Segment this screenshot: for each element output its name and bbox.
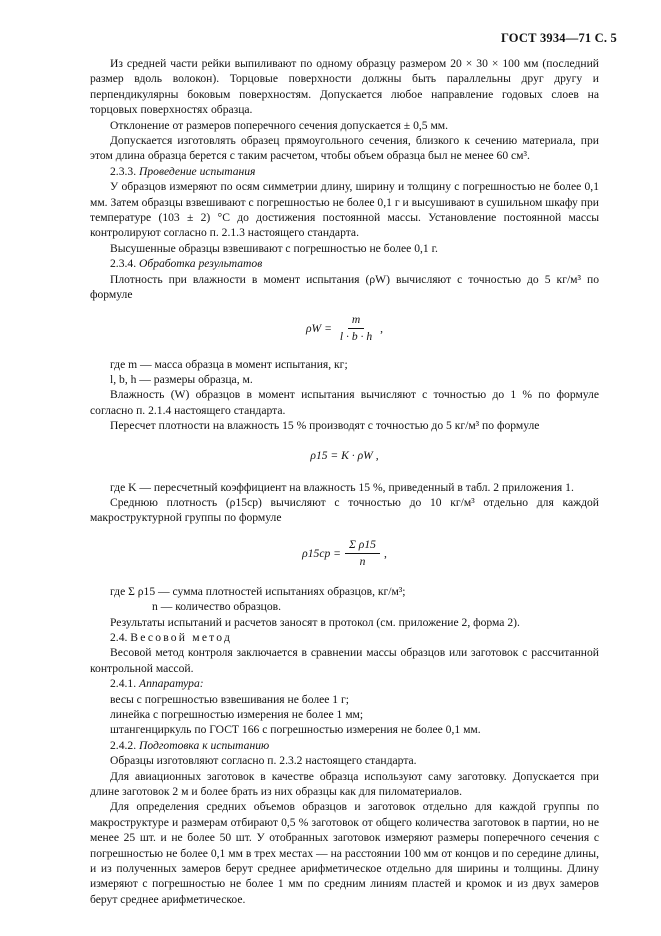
formula-density-15 <box>90 440 599 472</box>
section-number: 2.4. <box>110 630 128 644</box>
section-title: Подготовка к испытанию <box>139 738 270 752</box>
paragraph: Для определения средних объемов образцов и заготовок отдельно для каждой группы по макроструктуре и размерам отбирают 0,5 % заготовок от общего количества заготовок в партии, но не менее 25 шт. и не более 50 шт. У отобранных заготовок измеряют размеры поперечного сечения с погрешностью не более 0,1 мм в трех местах — на расстоянии 100 мм от концов и по середине длины, и из полученных замеров берут среднее арифметическое отдельно для ширины и толщины. Длину измеряют с погрешностью не более 1 мм по средним линиям пластей и кромок и из двух замеров берут среднее арифметическое. <box>90 800 599 906</box>
equipment-item: весы с погрешностью взвешивания не более 1 г; <box>110 692 349 706</box>
equipment-item: линейка с погрешностью измерения не более 1 мм; <box>110 708 364 721</box>
paragraph: Отклонение от размеров поперечного сечения допускается ± 0,5 мм. <box>110 118 449 132</box>
paragraph: Влажность (W) образцов в момент испытания вычисляют с точностью до 1 % по формуле согласно п. 2.1.4 настоящего стандарта. <box>90 388 599 417</box>
section-heading-2-3-4 <box>90 256 599 271</box>
formula-text: ρ15 = K · ρW , <box>310 448 379 462</box>
section-number: 2.3.3. <box>110 164 137 178</box>
definition-line: где K — пересчетный коэффициент на влажность 15 %, приведенный в табл. 2 приложения 1. <box>110 480 574 494</box>
paragraph: У образцов измеряют по осям симметрии длину, ширину и толщину с погрешностью не более 0,1 мм. Затем образцы взвешивают с погрешностью не более 0,1 г и высушивают в сушильном шкафу при температуре (103 ± 2) °С до достижения постоянной массы. Установление постоянной массы контролируют согласно п. 2.1.3 настоящего стандарта. <box>90 180 599 240</box>
fraction-numerator: Σ ρ15 <box>345 538 380 554</box>
paragraph: Плотность при влажности в момент испытания (ρW) вычисляют с точностью до 5 кг/м³ по формуле <box>90 272 599 302</box>
fraction-denominator: n <box>359 555 366 569</box>
formula-lhs: ρW = <box>305 321 332 335</box>
definition-line: где m — масса образца в момент испытания, кг; <box>110 357 348 371</box>
definition-line: l, b, h — размеры образца, м. <box>110 372 253 386</box>
section-title: Весовой метод <box>130 630 233 644</box>
section-heading-2-3-3 <box>90 164 599 179</box>
formula-density-w <box>90 309 599 349</box>
formula-tail: , <box>383 547 387 561</box>
paragraph: Для авиационных заготовок в качестве образца используют саму заготовку. Допускается при длине заготовок 2 м и более брать из них образцы как для пиломатериалов. <box>90 769 599 799</box>
document-body <box>90 56 599 907</box>
section-title: Проведение испытания <box>139 164 256 178</box>
fraction <box>345 538 380 569</box>
page-header: ГОСТ 3934—71 С. 5 <box>500 31 617 45</box>
section-heading-2-4-2 <box>90 738 599 753</box>
paragraph: Из средней части рейки выпиливают по одному образцу размером 20 × 30 × 100 мм (последний размер вдоль волокон). Торцовые поверхности должны быть параллельны друг другу и перпендикулярны боковым поверхностям. Допускается любое направление годовых слоев на торцовых поверхностях образца. <box>90 57 599 117</box>
paragraph: Допускается изготовлять образец прямоугольного сечения, близкого к сечению материала, при этом длина образца берется с таким расчетом, чтобы объем образца был не менее 60 см³. <box>90 134 599 163</box>
section-title: Аппаратура: <box>139 677 204 691</box>
formula-lhs: ρ15ср = <box>302 547 341 561</box>
formula-mean-density <box>90 532 599 576</box>
section-heading-2-4 <box>90 630 599 645</box>
fraction <box>336 313 376 344</box>
paragraph: Среднюю плотность (ρ15ср) вычисляют с точностью до 10 кг/м³ отдельно для каждой макроструктурной группы по формуле <box>90 495 599 525</box>
section-title: Обработка результатов <box>139 257 263 271</box>
paragraph: Результаты испытаний и расчетов заносят в протокол (см. приложение 2, форма 2). <box>110 615 520 629</box>
paragraph: Образцы изготовляют согласно п. 2.3.2 настоящего стандарта. <box>110 754 417 768</box>
section-heading-2-4-1 <box>90 676 599 691</box>
paragraph: Пересчет плотности на влажность 15 % производят с точностью до 5 кг/м³ по формуле <box>110 419 540 433</box>
definition-line: n — количество образцов. <box>152 600 282 614</box>
paragraph: Весовой метод контроля заключается в сравнении массы образцов или заготовок с рассчитанной контрольной массой. <box>90 646 599 675</box>
fraction-denominator: l · b · h <box>339 330 373 343</box>
fraction-numerator: m <box>348 313 364 329</box>
section-number: 2.3.4. <box>110 257 137 271</box>
definition-line: где Σ ρ15 — сумма плотностей испытаниях образцов, кг/м³; <box>110 584 406 598</box>
equipment-item: штангенциркуль по ГОСТ 166 с погрешностью измерения не более 0,1 мм. <box>110 723 481 737</box>
formula-tail: , <box>380 321 384 335</box>
section-number: 2.4.2. <box>110 738 137 752</box>
paragraph: Высушенные образцы взвешивают с погрешностью не более 0,1 г. <box>110 241 438 255</box>
section-number: 2.4.1. <box>110 677 137 691</box>
